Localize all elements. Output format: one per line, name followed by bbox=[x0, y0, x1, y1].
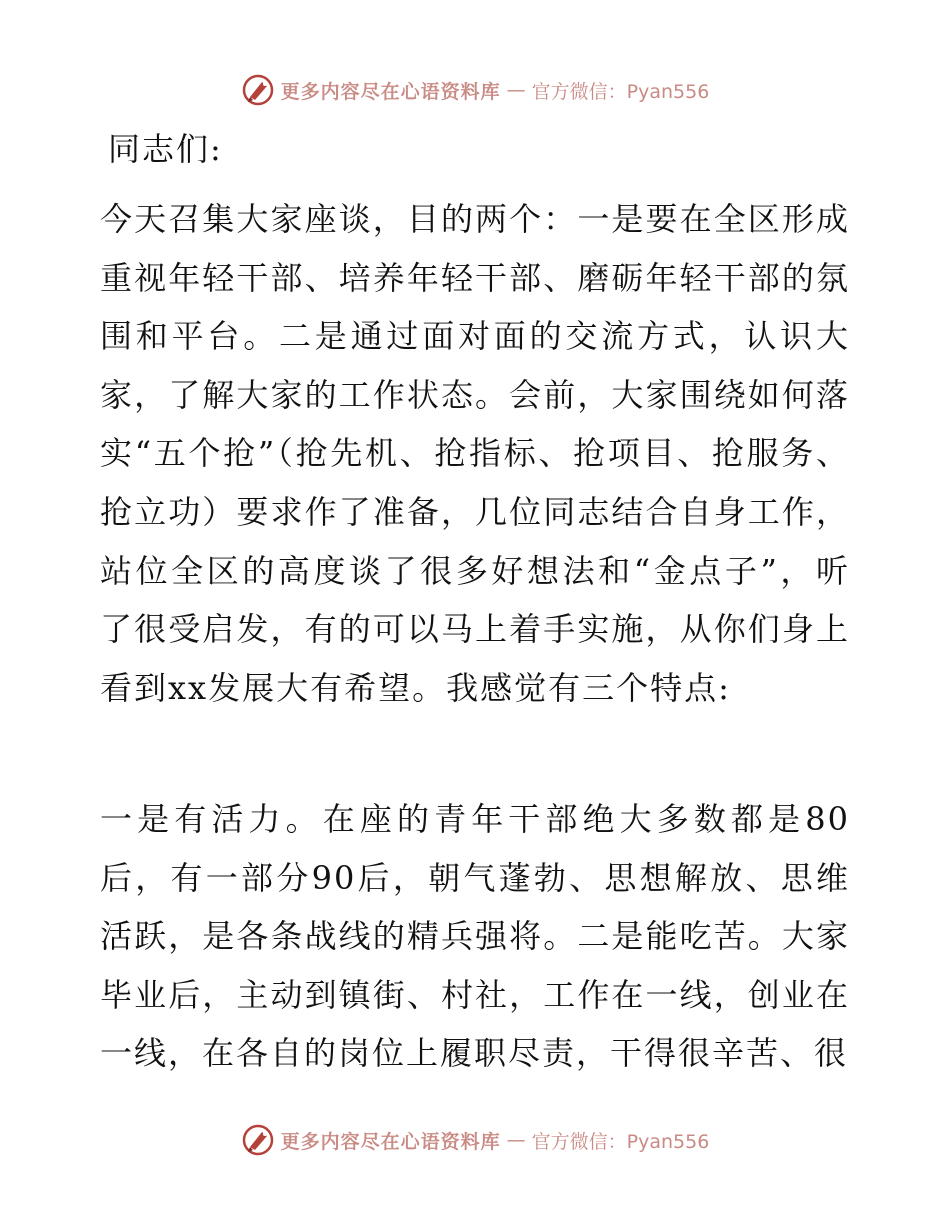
greeting: 同志们: bbox=[108, 130, 223, 168]
paragraph-1 bbox=[100, 190, 850, 717]
watermark-dash: — bbox=[506, 1129, 526, 1151]
watermark-contact: 官方微信：Pyan556 bbox=[531, 80, 710, 103]
watermark-text: 更多内容尽在心语资料库 bbox=[280, 80, 501, 103]
header-watermark bbox=[0, 70, 950, 110]
pen-logo-icon bbox=[241, 1123, 275, 1157]
watermark-contact: 官方微信：Pyan556 bbox=[531, 1130, 710, 1153]
pen-logo-icon bbox=[241, 73, 275, 107]
watermark-dash: — bbox=[506, 79, 526, 101]
paragraph-text: 今天召集大家座谈，目的两个：一是要在全区形成重视年轻干部、培养年轻干部、磨砺年轻干部的氛围和平台。二是通过面对面的交流方式，认识大家，了解大家的工作状态。会前，大家围绕如何落实“五个抢”（抢先机、抢指标、抢项目、抢服务、抢立功）要求作了准备，几位同志结合自身工作，站位全区的高度谈了很多好想法和“金点子”，听了很受启发，有的可以马上着手实施，从你们身上看到xx发展大有希望。我感觉有三个特点: bbox=[100, 200, 850, 707]
watermark-text: 更多内容尽在心语资料库 bbox=[280, 1130, 501, 1153]
paragraph-text: 一是有活力。在座的青年干部绝大多数都是80后，有一部分90后，朝气蓬勃、思想解放、思维活跃，是各条战线的精兵强将。二是能吃苦。大家毕业后，主动到镇街、村社，工作在一线，创业在一线，在各自的岗位上履职尽责，干得很辛苦、很 bbox=[100, 800, 850, 1073]
footer-watermark bbox=[0, 1120, 950, 1160]
paragraph-2 bbox=[100, 790, 850, 1083]
